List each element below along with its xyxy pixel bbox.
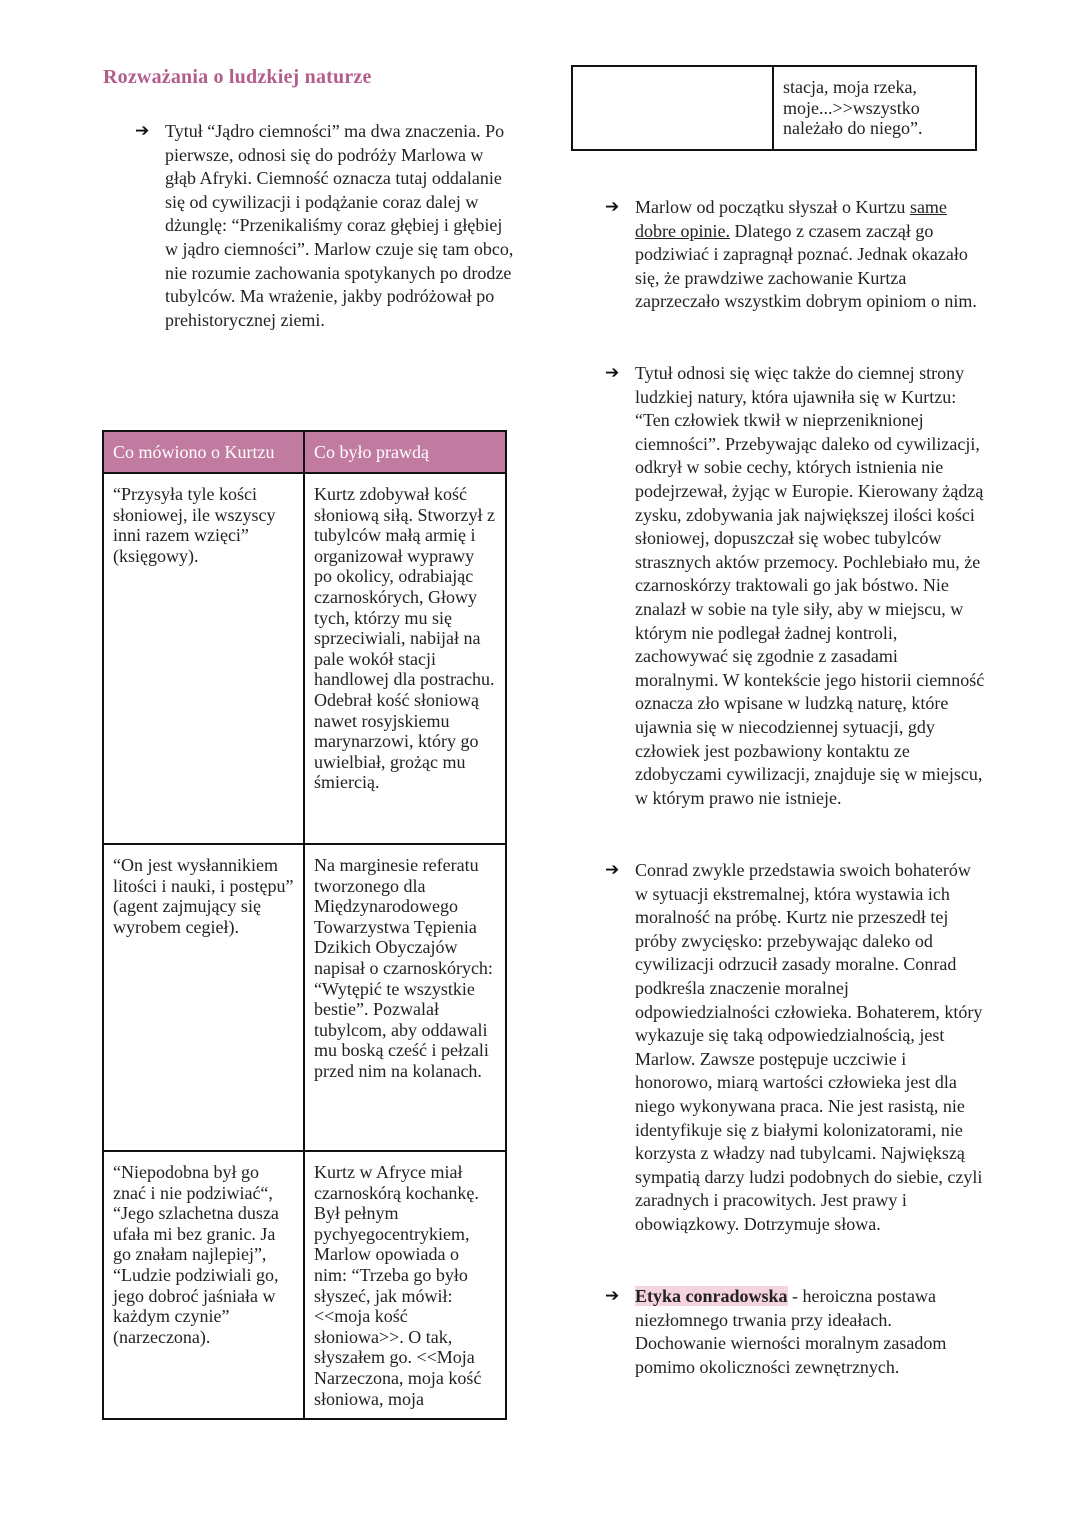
bullet-text: Tytuł “Jądro ciemności” ma dwa znaczenia. Po pierwsze, odnosi się do podróży Marlowa w głąb Afryki. Ciemność oznacza tutaj oddalanie się od cywilizacji i podążanie coraz dalej w dżunglę: “Przenikaliśmy coraz głębiej i głębiej w jądro ciemności”. Marlow czuje się tam obco, nie rozumie zachowania spotykanych po drodze tubylców. Ma wrażenie, jakby podróżował po prehistorycznej ziemi. [165, 121, 514, 330]
cell-said: “On jest wysłannikiem litości i nauki, i postępu” (agent zajmujący się wyrobem cegieł). [103, 844, 304, 1151]
table-header-row [103, 431, 506, 473]
table-row [572, 66, 976, 150]
cell-truth: Kurtz w Afryce miał czarnoskórą kochankę. Był pełnym pychyegocentrykiem, Marlow opowiada o nim: “Trzeba go było słyszeć, jak mówił: <<moja kość słoniowa>>. O tak, słyszałem go. <<Moja Narzeczona, moja kość słoniowa, moja [304, 1151, 506, 1419]
bullet-text-part: Marlow od początku słyszał o Kurtzu [635, 197, 910, 217]
bullet-text-part: - heroiczna postawa niezłomnego trwania przy ideałach. Dochowanie wierności moralnym zasadom pomimo okoliczności zewnętrznych. [635, 1286, 947, 1377]
bullet-opinions [605, 196, 985, 314]
bullet-text: Conrad zwykle przedstawia swoich bohaterów w sytuacji ekstremalnej, która wystawia ich moralność na próbę. Kurtz nie przeszedł tej próby zwycięsko: przebywając daleko od cywilizacji odrzucił zasady moralne. Conrad podkreśla znaczenie moralnej odpowiedzialności człowieka. Bohaterem, który wykazuje się taką odpowiedzialnością, jest Marlow. Zawsze postępuje uczciwie i honorowo, miarą wartości człowieka jest dla niego wykonywana praca. Nie jest rasistą, nie identyfikuje się z białymi kolonizatorami, nie korzysta z władzy nad tubylcami. Największą sympatią darzy ludzi podobnych do siebie, czyli zaradnych i pracowitych. Jest prawy i obowiązkowy. Dotrzymuje słowa. [635, 860, 983, 1234]
table-row [103, 473, 506, 844]
bullet-dark-nature [605, 362, 985, 810]
underlined-phrase: same dobre opinie. [635, 197, 947, 241]
arrow-bullet-icon: ➔ [605, 860, 620, 880]
table-row [103, 844, 506, 1151]
column-header-truth: Co było prawdą [304, 431, 506, 473]
bullet-text [635, 196, 985, 314]
cell-said: “Przysyła tyle kości słoniowej, ile wszyscy inni razem wzięci” (księgowy). [103, 473, 304, 844]
cell-truth-continued: stacja, moja rzeka, moje...>>wszystko należało do niego”. [773, 66, 976, 150]
kurtz-comparison-table [102, 430, 507, 1420]
cell-truth: Na marginesie referatu tworzonego dla Międzynarodowego Towarzystwa Tępienia Dzikich Obyczajów napisał o czarnoskórych: “Wytępić te wszystkie bestie”. Pozwalał tubylcom, aby oddawali mu boską cześć i pełzali przed nim na kolanach. [304, 844, 506, 1151]
column-header-said: Co mówiono o Kurtzu [103, 431, 304, 473]
cell-truth: Kurtz zdobywał kość słoniową siłą. Stworzył z tubylców małą armię i organizował wyprawy po okolicy, odrabiając czarnoskórych, Głowy tych, którzy mu się sprzeciwiali, nabijał na pale wokół stacji handlowej dla postrachu. Odebrał kość słoniową nawet rosyjskiemu marynarzowi, który go uwielbiał, grożąc mu śmiercią. [304, 473, 506, 844]
highlighted-term: Etyka conradowska [635, 1286, 788, 1306]
arrow-bullet-icon: ➔ [605, 1286, 620, 1306]
bullet-title-meaning [135, 120, 515, 332]
arrow-bullet-icon: ➔ [605, 363, 620, 383]
bullet-text [635, 1285, 985, 1379]
bullet-text: Tytuł odnosi się więc także do ciemnej strony ludzkiej natury, która ujawniła się w Kurtzu: “Ten człowiek tkwił w nieprzeniknionej ciemności”. Przebywając daleko od cywilizacji, odkrył w sobie cechy, których istnienia nie podejrzewał, żyjąc w Europie. Kierowany żądzą zysku, zdobywania jak największej ilości kości słoniowej, dopuszczał się wobec tubylców strasznych aktów przemocy. Pochlebiało mu, że czarnoskórzy traktowali go jak bóstwo. Nie znalazł w sobie na tyle siły, aby w miejscu, w którym nie podlegał żadnej kontroli, zachowywać się zgodnie z zasadami moralnymi. W kontekście jego historii ciemność oznacza zło wpisane w ludzką naturę, które ujawnia się w niecodziennej sytuacji, gdy człowiek jest pozbawiony kontaktu ze zdobyczami cywilizacji, znajduje się w miejscu, w którym prawo nie istnieje. [635, 363, 985, 808]
section-heading: Rozważania o ludzkiej naturze [103, 66, 372, 88]
table-row [103, 1151, 506, 1419]
bullet-text-part: Dlatego z czasem zaczął go podziwiać i zapragnął poznać. Jednak okazało się, że prawdziwe zachowanie Kurtza zaprzeczało wszystkim dobrym opiniom o nim. [635, 220, 977, 312]
arrow-bullet-icon: ➔ [605, 197, 620, 217]
bullet-conrad-heroes [605, 859, 985, 1237]
cell-said: “Niepodobna był go znać i nie podziwiać“, “Jego szlachetna dusza ufała mi bez granic. Ja go znałam najlepiej”, “Ludzie podziwiali go, jego dobroć jaśniała w każdym czynie” (narzeczona). [103, 1151, 304, 1419]
arrow-bullet-icon: ➔ [135, 121, 150, 141]
table-continuation [571, 65, 977, 151]
bullet-conrad-ethics [605, 1285, 985, 1379]
cell-said-empty [572, 66, 773, 150]
